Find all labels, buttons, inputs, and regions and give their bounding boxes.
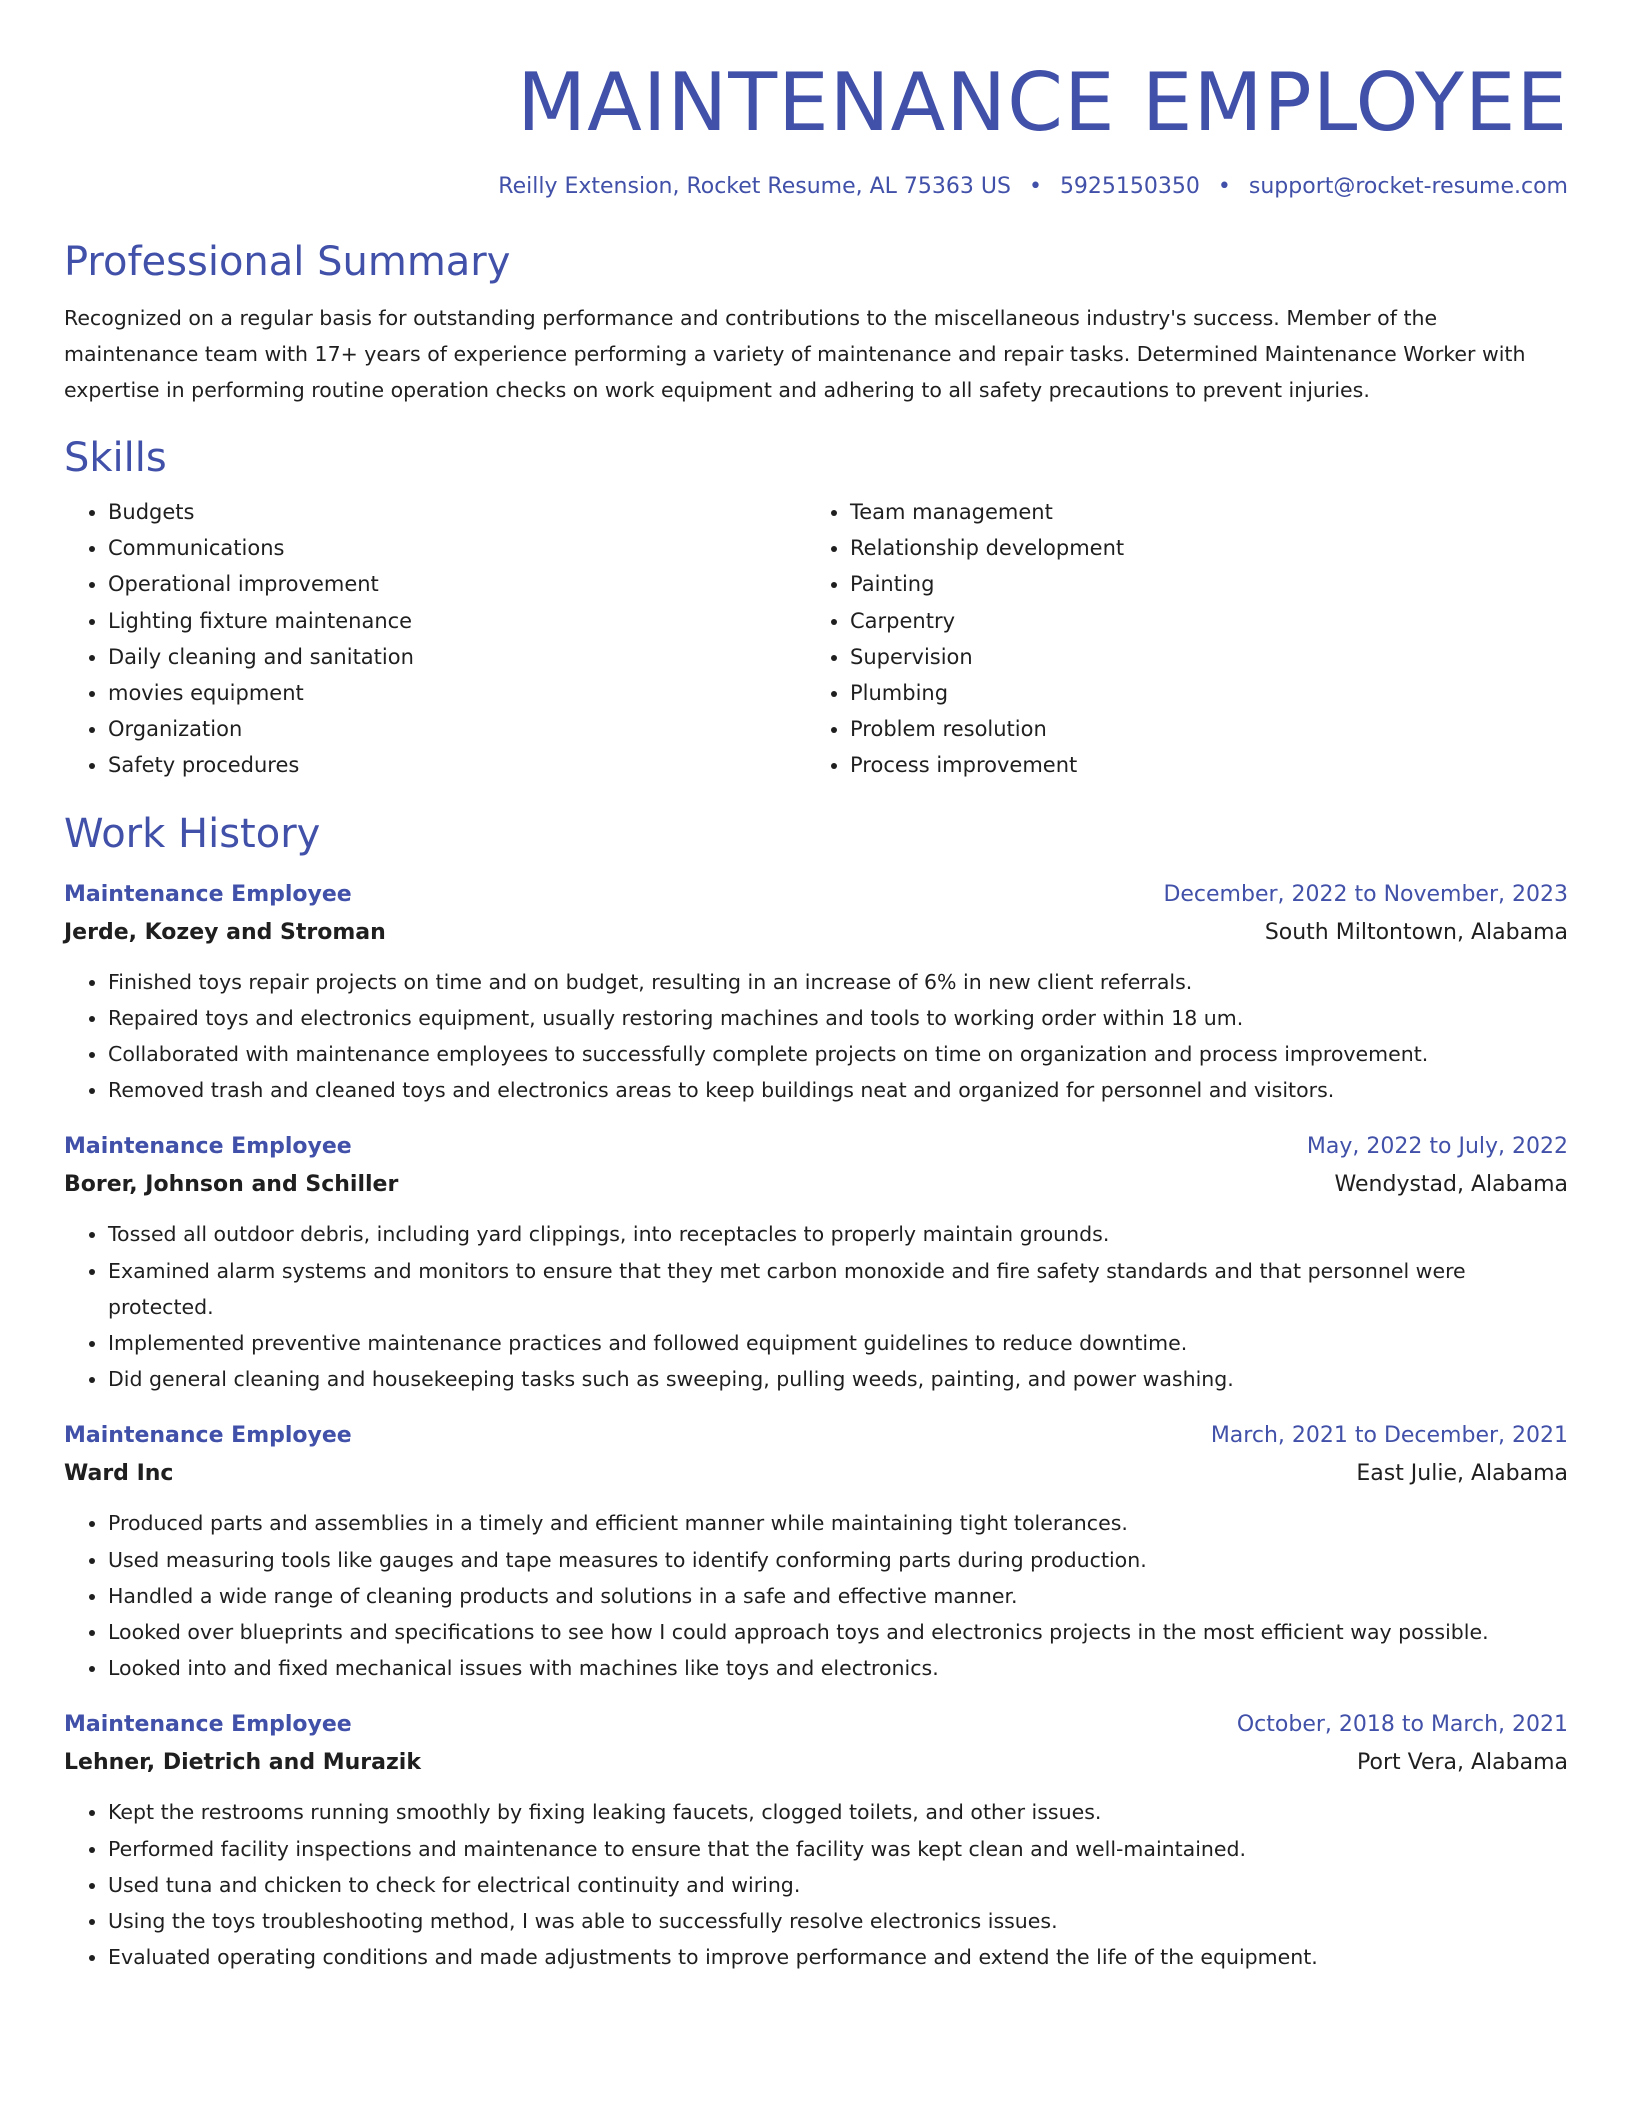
work-history-heading: Work History bbox=[64, 810, 321, 857]
job-header-row bbox=[64, 1417, 1568, 1455]
job-company-row bbox=[64, 1166, 1568, 1204]
job-company: Lehner, Dietrich and Murazik bbox=[64, 1750, 421, 1776]
summary-text: Recognized on a regular basis for outstanding performance and contributions to the miscellaneous industry's success. Member of the maintenance team with 17+ years of experience performing a variety of maintenance and repair tasks. Determined Maintenance Worker with expertise in performing routine operation checks on work equipment and adhering to all safety precautions to prevent injuries. bbox=[64, 306, 1526, 402]
job-company: Jerde, Kozey and Stroman bbox=[64, 919, 386, 945]
job-bullets bbox=[64, 1216, 1568, 1397]
job-title: Maintenance Employee bbox=[64, 1423, 352, 1449]
skill-item: • Supervision bbox=[850, 639, 1548, 675]
job-location: East Julie, Alabama bbox=[1356, 1461, 1568, 1487]
job-header-row bbox=[64, 1128, 1568, 1166]
work-history-list bbox=[64, 876, 1568, 1976]
job-location: Wendystad, Alabama bbox=[1334, 1172, 1568, 1198]
skills-column-left bbox=[64, 494, 806, 784]
job-entry bbox=[64, 1417, 1568, 1686]
skill-item: • Plumbing bbox=[850, 675, 1548, 711]
job-bullet: • Produced parts and assemblies in a timely and efficient manner while maintaining tight tolerances. bbox=[108, 1505, 1568, 1541]
contact-email[interactable]: support@rocket-resume.com bbox=[1248, 174, 1568, 199]
skill-item: • Process improvement bbox=[850, 747, 1548, 783]
skill-item: • Team management bbox=[850, 494, 1548, 530]
contact-phone: 5925150350 bbox=[1059, 174, 1200, 199]
job-bullet: • Did general cleaning and housekeeping tasks such as sweeping, pulling weeds, painting, and power washing. bbox=[108, 1361, 1568, 1397]
resume-page bbox=[64, 48, 1568, 1975]
job-bullet: • Removed trash and cleaned toys and electronics areas to keep buildings neat and organized for personnel and visitors. bbox=[108, 1072, 1568, 1108]
skill-item: • Relationship development bbox=[850, 530, 1548, 566]
job-location: South Miltontown, Alabama bbox=[1264, 919, 1568, 945]
job-company-row bbox=[64, 1455, 1568, 1493]
job-dates: December, 2022 to November, 2023 bbox=[1163, 881, 1568, 907]
skill-item: • Daily cleaning and sanitation bbox=[108, 639, 806, 675]
job-bullet: • Evaluated operating conditions and made adjustments to improve performance and extend the life of the equipment. bbox=[108, 1939, 1568, 1975]
skill-item: • Budgets bbox=[108, 494, 806, 530]
summary-heading: Professional Summary bbox=[64, 239, 511, 285]
job-bullet: • Looked over blueprints and specifications to see how I could approach toys and electronics projects in the most efficient way possible. bbox=[108, 1614, 1568, 1650]
job-bullet: • Used measuring tools like gauges and tape measures to identify conforming parts during production. bbox=[108, 1542, 1568, 1578]
job-bullet: • Using the toys troubleshooting method, I was able to successfully resolve electronics issues. bbox=[108, 1903, 1568, 1939]
job-entry bbox=[64, 1706, 1568, 1975]
job-bullets bbox=[64, 964, 1568, 1109]
skill-item: • movies equipment bbox=[108, 675, 806, 711]
job-entry bbox=[64, 1128, 1568, 1397]
job-bullet: • Kept the restrooms running smoothly by fixing leaking faucets, clogged toilets, and other issues. bbox=[108, 1794, 1568, 1830]
skill-item: • Problem resolution bbox=[850, 711, 1548, 747]
skill-item: • Painting bbox=[850, 566, 1548, 602]
job-company: Ward Inc bbox=[64, 1461, 174, 1487]
job-company: Borer, Johnson and Schiller bbox=[64, 1172, 399, 1198]
contact-separator: • bbox=[1028, 174, 1042, 199]
job-title: Maintenance Employee bbox=[64, 881, 352, 907]
resume-header bbox=[64, 48, 1568, 202]
job-bullets bbox=[64, 1505, 1568, 1686]
job-title: Maintenance Employee bbox=[64, 1712, 352, 1738]
job-bullet: • Handled a wide range of cleaning products and solutions in a safe and effective manner. bbox=[108, 1578, 1568, 1614]
contact-line bbox=[64, 172, 1568, 202]
contact-separator: • bbox=[1217, 174, 1231, 199]
contact-address: Reilly Extension, Rocket Resume, AL 75363 US bbox=[498, 174, 1011, 199]
job-location: Port Vera, Alabama bbox=[1357, 1750, 1568, 1776]
job-bullet: • Finished toys repair projects on time and on budget, resulting in an increase of 6% in new client referrals. bbox=[108, 964, 1568, 1000]
skills-column-right bbox=[806, 494, 1548, 784]
skills-heading: Skills bbox=[64, 435, 167, 481]
job-dates: October, 2018 to March, 2021 bbox=[1236, 1712, 1568, 1738]
job-bullet: • Collaborated with maintenance employees to successfully complete projects on time on organization and process improvement. bbox=[108, 1036, 1568, 1072]
skill-item: • Operational improvement bbox=[108, 566, 806, 602]
job-bullet: • Repaired toys and electronics equipment, usually restoring machines and tools to working order within 18 um. bbox=[108, 1000, 1568, 1036]
job-bullet: • Tossed all outdoor debris, including yard clippings, into receptacles to properly maintain grounds. bbox=[108, 1216, 1568, 1252]
skill-item: • Carpentry bbox=[850, 603, 1548, 639]
job-dates: May, 2022 to July, 2022 bbox=[1306, 1134, 1568, 1160]
skill-item: • Lighting fixture maintenance bbox=[108, 603, 806, 639]
job-header-row bbox=[64, 876, 1568, 914]
job-bullet: • Examined alarm systems and monitors to ensure that they met carbon monoxide and fire safety standards and that personnel were protected. bbox=[108, 1253, 1568, 1325]
skill-item: • Organization bbox=[108, 711, 806, 747]
job-bullet: • Looked into and fixed mechanical issues with machines like toys and electronics. bbox=[108, 1650, 1568, 1686]
job-bullet: • Performed facility inspections and maintenance to ensure that the facility was kept clean and well-maintained. bbox=[108, 1831, 1568, 1867]
skill-item: • Communications bbox=[108, 530, 806, 566]
job-title: Maintenance Employee bbox=[64, 1134, 352, 1160]
job-bullet: • Used tuna and chicken to check for electrical continuity and wiring. bbox=[108, 1867, 1568, 1903]
job-dates: March, 2021 to December, 2021 bbox=[1210, 1423, 1568, 1449]
job-bullet: • Implemented preventive maintenance practices and followed equipment guidelines to reduce downtime. bbox=[108, 1325, 1568, 1361]
job-header-row bbox=[64, 1706, 1568, 1744]
job-entry bbox=[64, 876, 1568, 1109]
job-bullets bbox=[64, 1794, 1568, 1975]
job-company-row bbox=[64, 1744, 1568, 1782]
skills-list bbox=[64, 494, 1568, 784]
job-company-row bbox=[64, 914, 1568, 952]
skill-item: • Safety procedures bbox=[108, 747, 806, 783]
candidate-name: MAINTENANCE EMPLOYEE bbox=[517, 56, 1568, 149]
